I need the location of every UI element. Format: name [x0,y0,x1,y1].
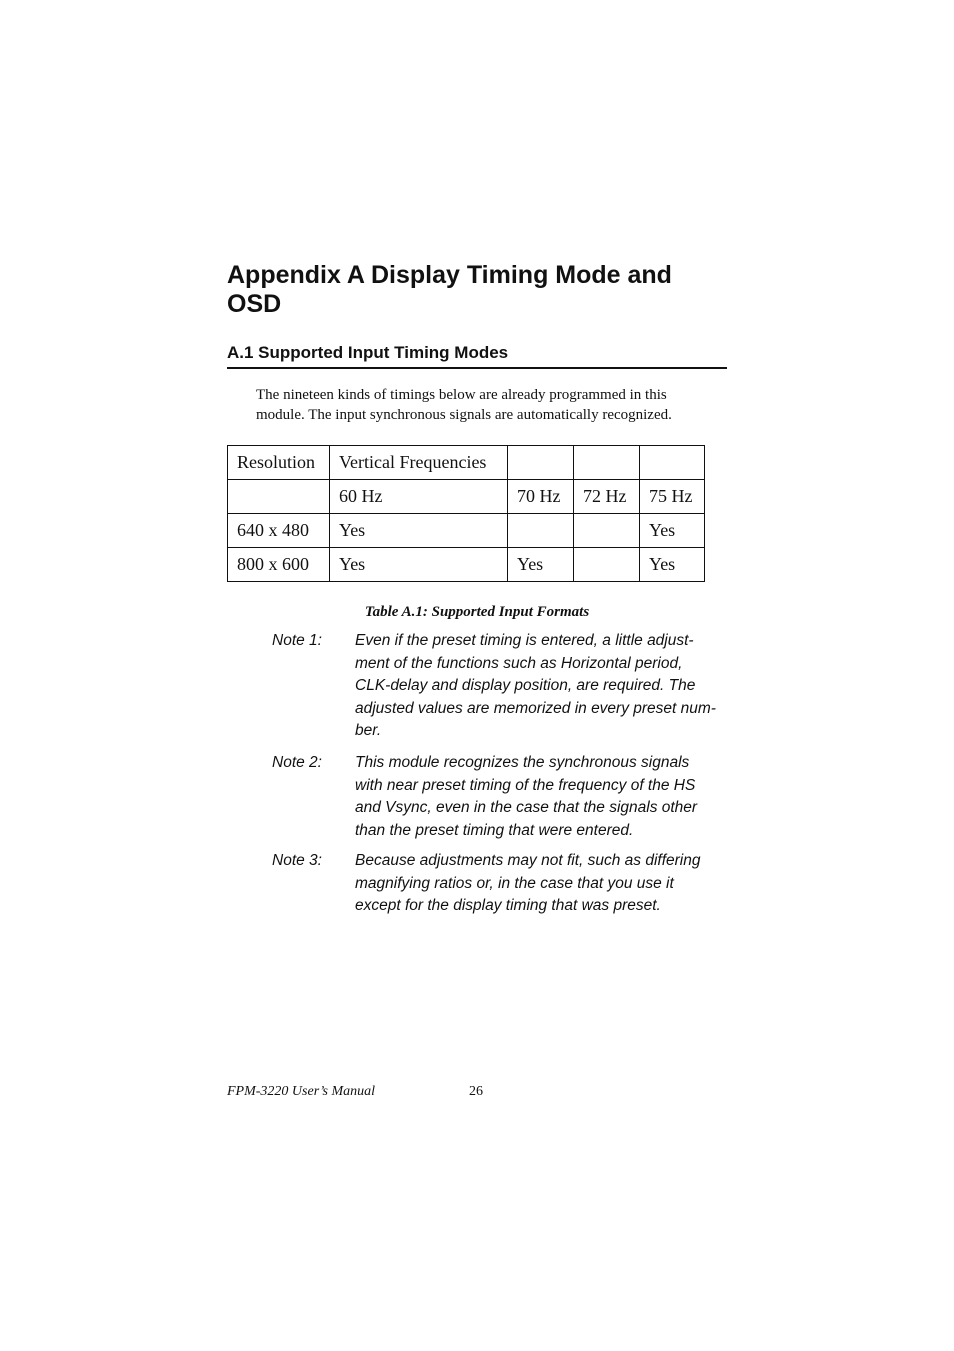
footer-page-number: 26 [469,1084,483,1099]
table-cell: 60 Hz [330,480,508,514]
note-text [355,630,735,743]
table-cell: Yes [508,548,574,582]
table-cell [508,446,574,480]
note-line: Even if the preset timing is entered, a little adjust- [355,632,694,649]
note-line: magnifying ratios or, in the case that you use it [355,874,674,892]
note-line: ber. [355,722,382,739]
table-row [228,446,705,480]
note-line: This module recognizes the synchronous signals [355,754,690,771]
note-label: Note 1: [272,632,322,649]
chapter-title [227,261,747,319]
note-line: Because adjustments may not fit, such as differing [355,852,701,869]
table-cell: Yes [640,514,705,548]
footer-manual-title: FPM-3220 User’s Manual [227,1084,376,1099]
note-text [355,850,735,918]
note-line: CLK-delay and display position, are required. The [355,677,696,694]
timing-table [227,445,705,582]
note-text [355,752,735,842]
table-cell: 800 x 600 [228,548,330,582]
note-line: except for the display timing that was preset. [355,897,661,914]
table-cell [508,514,574,548]
table-row [228,480,705,514]
table-row [228,548,705,582]
intro-line: module. The input synchronous signals are automatically recognized. [256,406,672,423]
chapter-title-line: Appendix A Display Timing Mode and [227,261,672,289]
table-cell [574,548,640,582]
table-cell: 70 Hz [508,480,574,514]
table-caption: Table A.1: Supported Input Formats [364,604,590,620]
table-cell: 75 Hz [640,480,705,514]
table-cell: Yes [330,514,508,548]
table-cell [574,514,640,548]
table-cell: 72 Hz [574,480,640,514]
note-label: Note 3: [272,852,322,869]
note-line: ment of the functions such as Horizontal period, [355,654,683,672]
table-cell: Resolution [228,446,330,480]
table-cell [640,446,705,480]
intro-line: The nineteen kinds of timings below are already programmed in this [256,387,667,403]
table-cell [228,480,330,514]
note-line: with near preset timing of the frequency of the HS [355,776,696,794]
note-label: Note 2: [272,754,322,771]
table-row [228,514,705,548]
intro-paragraph [256,386,726,425]
note-line: adjusted values are memorized in every preset num- [355,699,716,717]
table-cell: 640 x 480 [228,514,330,548]
note-line: than the preset timing that were entered. [355,821,634,839]
section-heading: A.1 Supported Input Timing Modes [227,342,727,369]
table-cell: Yes [640,548,705,582]
chapter-title-line: OSD [227,290,282,318]
table-cell: Vertical Frequencies [330,446,508,480]
table-cell [574,446,640,480]
table-cell: Yes [330,548,508,582]
note-line: and Vsync, even in the case that the signals other [355,799,698,816]
